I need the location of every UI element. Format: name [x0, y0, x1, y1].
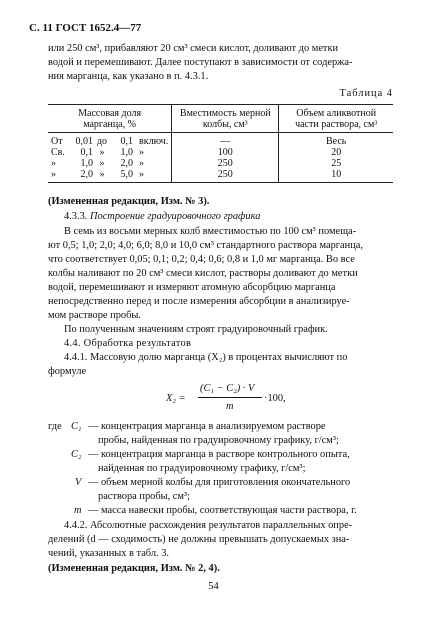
symbol-c2: C₂: [71, 449, 82, 460]
table-row: От 0,01 до 0,1 включ. — Весь: [48, 133, 393, 148]
table-row: » 1,0 » 2,0 » 250 25: [48, 158, 393, 169]
section-4-3-3-heading: 4.3.3. Построение градуировочного графика: [64, 211, 261, 222]
s433-line-2: ют 0,5; 1,0; 2,0; 4,0; 6,0; 8,0 и 10,0 см³ стандартного раствора марганца,: [48, 240, 363, 251]
s433-line-5: водой, перемешивают и измеряют атомную абсорбцию марганца: [48, 282, 336, 293]
symbol-v: V: [75, 477, 82, 488]
s433-line-3: что соответствует 0,05; 0,1; 0,2; 0,4; 0,6; 0,8 и 1,0 мг марганца. Во все: [48, 254, 355, 265]
col-header-flask-volume: Вместимость мерной колбы, см³: [172, 105, 279, 133]
table-header-row: [48, 105, 393, 133]
formula-denominator: m: [226, 401, 234, 412]
s442-line-2: делений (d — сходимость) не должны превышать допускаемых зна-: [48, 534, 350, 545]
col-header-mass-fraction: Массовая доля марганца, %: [48, 105, 172, 133]
amendment-note-1: (Измененная редакция, Изм. № 3).: [48, 196, 210, 207]
s442-line-1: 4.4.2. Абсолютные расхождения результатов параллельных опре-: [64, 520, 353, 531]
intro-line-1: или 250 см³, прибавляют 20 см³ смеси кислот, доливают до метки: [48, 43, 339, 54]
s433-line-4: колбы наливают по 20 см³ смеси кислот, растворы доливают до метки: [48, 268, 358, 279]
s433-line-6: непосредственно перед и после измерения абсорбции в анализируе-: [48, 296, 350, 307]
page-number: 54: [208, 581, 219, 592]
document-page: С. 11 ГОСТ 1652.4—77 или 250 см³, прибавляют 20 см³ смеси кислот, доливают до метки водой и перемешивают. Далее поступают в зависимости от содержа- ния марганца, как указано в п. 4.3.1. Таблица 4 Массовая доля марганца, % Вместимость мерной колбы, см³ Объем аликвотной части раствора, см³ От 0,01 до 0,1 включ. — Весь Св. 0,1 » 1,0 » 100 20 » 1,0 » 2,0 » 250 25 » 2,0 » 5,0 » 250 10 (Измененная редакция, Изм. № 3). 4.3.3. Построение градуировочного графика В семь из восьми мерных колб вместимостью по 100 см³ помеща- ют 0,5; 1,0; 2,0; 4,0; 6,0; 8,0 и 10,0 см³ стандартного раствора марганца, что соответствует 0,05; 0,1; 0,2; 0,4; 0,6; 0,8 и 1,0 мг марганца. Во все колбы наливают по 20 см³ смеси кислот, растворы доливают до метки водой, перемешивают и измеряют атомную абсорбцию марганца непосредственно перед и после измерения абсорбции в анализируе- мом растворе пробы. По полученным значениям строят градуировочный график. 4.4. Обработка результатов 4.4.1. Массовую долю марганца (X₂) в процентах вычисляют по формуле X₂ = (C₁ − C₂) · V m ·100, где C₁ — концентрация марганца в анализируемом растворе пробы, найденная по градуировочному графику, г/см³; C₂ — концентрация марганца в растворе контрольного опыта, найденная по градуировочному графику, г/см³; V — объем мерной колбы для приготовления окончательного раствора пробы, см³; m — масса навески пробы, соответствующая части раствора, г. 4.4.2. Абсолютные расхождения результатов параллельных опре- делений (d — сходимость) не должны превышать допускаемых зна- чений, указанных в табл. 3. (Измененная редакция, Изм. № 2, 4). 54: [0, 0, 427, 634]
formula-numerator: (C₁ − C₂) · V: [200, 383, 255, 394]
table-label: Таблица 4: [339, 88, 393, 99]
col-header-aliquot-volume: Объем аликвотной части раствора, см³: [279, 105, 393, 133]
table-row: » 2,0 » 5,0 » 250 10: [48, 169, 393, 183]
formula-mass-fraction: [166, 380, 366, 420]
intro-line-3: ния марганца, как указано в п. 4.3.1.: [48, 71, 209, 82]
formula-tail: ·100,: [264, 393, 286, 404]
table-4: [48, 104, 393, 183]
s433-line-1: В семь из восьми мерных колб вместимостью по 100 см³ помеща-: [64, 226, 357, 237]
s433-line-7: мом растворе пробы.: [48, 310, 141, 321]
table-row: Св. 0,1 » 1,0 » 100 20: [48, 147, 393, 158]
s433-line-8: По полученным значениям строят градуировочный график.: [64, 324, 328, 335]
amendment-note-2: (Измененная редакция, Изм. № 2, 4).: [48, 563, 220, 574]
s441-line-1: 4.4.1. Массовую долю марганца (X₂) в процентах вычисляют по: [64, 352, 348, 363]
fraction-bar: [198, 397, 262, 398]
formula-lhs: X₂ =: [166, 393, 186, 404]
running-header: С. 11 ГОСТ 1652.4—77: [29, 22, 142, 34]
symbol-c1: C₁: [71, 421, 82, 432]
intro-line-2: водой и перемешивают. Далее поступают в зависимости от содержа-: [48, 57, 353, 68]
symbol-m: m: [74, 505, 82, 516]
section-4-3-3-title: Построение градуировочного графика: [90, 211, 261, 222]
s441-line-2: формуле: [48, 366, 87, 377]
s442-line-3: чений, указанных в табл. 3.: [48, 548, 170, 559]
section-4-4-heading: 4.4. Обработка результатов: [64, 338, 192, 349]
